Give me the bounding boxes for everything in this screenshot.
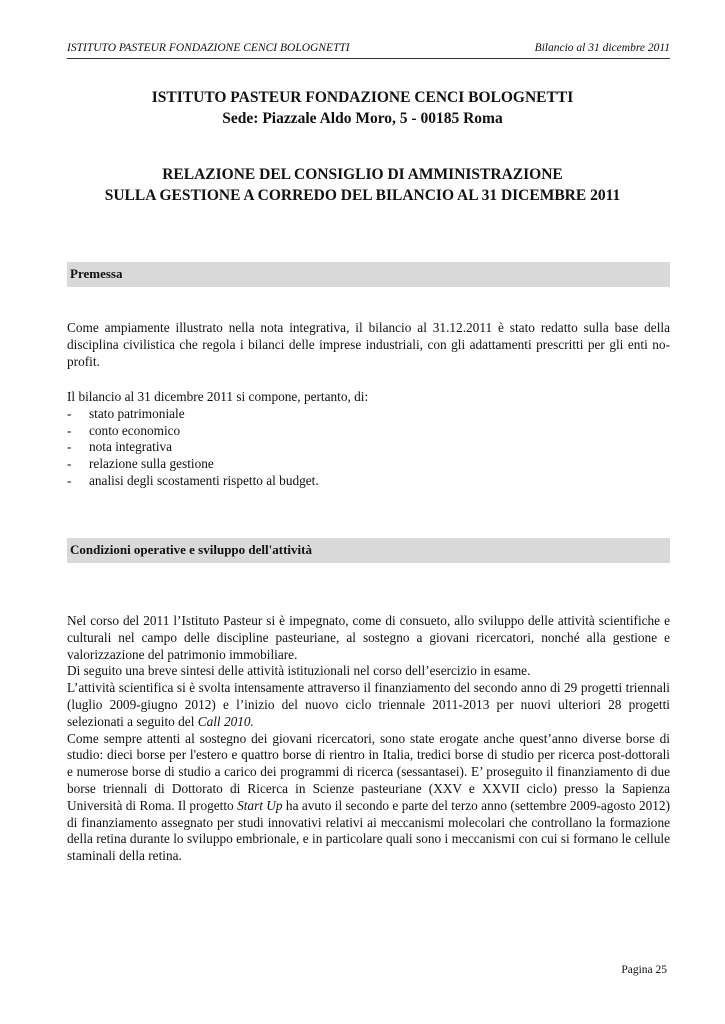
bilancio-components <box>67 389 670 490</box>
condizioni-paragraph-2: Di seguito una breve sintesi delle attività istituzionali nel corso dell’esercizio in esame. <box>67 663 531 679</box>
section-heading-premessa: Premessa <box>67 262 670 287</box>
page-number: Pagina 25 <box>621 964 667 976</box>
running-header <box>67 42 670 59</box>
condizioni-body <box>67 613 670 865</box>
header-right: Bilancio al 31 dicembre 2011 <box>534 42 670 54</box>
header-left: ISTITUTO PASTEUR FONDAZIONE CENCI BOLOGNETTI <box>67 42 350 54</box>
list-item: - stato patrimoniale <box>67 405 185 421</box>
condizioni-paragraph-4: Come sempre attenti al sostegno dei giovani ricercatori, sono state erogate anche quest’anno diverse borse di studio: dieci borse per l'estero e quattro borse di rientro in Italia, tredici borse di studio per ricerca post-dottorali e numerose borse di studio a carico dei programmi di ricerca (sessantasei). E’ proseguito il finanziamento di due borse triennali di Dottorato di Ricerca in Scienze pasteuriane (XXV e XXVII ciclo) presso la Sapienza Università di Roma. Il progetto Start Up ha avuto il secondo e parte del terzo anno (settembre 2009-agosto 2012) di finanziamento assegnato per studi innovativi relativi ai meccanismi molecolari che controllano la formazione della retina durante lo sviluppo embrionale, e in particolare quali sono i meccanismi con cui si formano le cellule staminali della retina. <box>67 730 671 864</box>
list-item: - conto economico <box>67 422 181 438</box>
list-item: - nota integrativa <box>67 439 173 455</box>
list-item: - analisi degli scostamenti rispetto al budget. <box>67 472 319 488</box>
premessa-paragraph <box>67 320 670 370</box>
premessa-text: Come ampiamente illustrato nella nota integrativa, il bilancio al 31.12.2011 è stato redatto sulla base della disciplina civilistica che regola i bilanci delle imprese industriali, con gli adattamenti prescritti per gli enti no-profit. <box>67 320 670 369</box>
section-heading-condizioni: Condizioni operative e sviluppo dell'attività <box>67 538 670 563</box>
report-title-line1: RELAZIONE DEL CONSIGLIO DI AMMINISTRAZIONE <box>162 166 563 183</box>
report-title-line2: SULLA GESTIONE A CORREDO DEL BILANCIO AL 31 DICEMBRE 2011 <box>104 187 621 204</box>
condizioni-paragraph-3: L’attività scientifica si è svolta intensamente attraverso il finanziamento del secondo anno di 29 progetti triennali (luglio 2009-giugno 2012) e l’inizio del nuovo ciclo triennale 2011-2013 per nuovi ulteriori 28 progetti selezionati a seguito del Call 2010. <box>67 680 670 729</box>
list-item: - relazione sulla gestione <box>67 456 214 472</box>
report-title <box>40 164 685 206</box>
condizioni-paragraph-1: Nel corso del 2011 l’Istituto Pasteur si è impegnato, come di consueto, allo sviluppo delle attività scientifiche e culturali nel campo delle discipline pasteuriane, al sostegno a giovani ricercatori, nonché alla gestione e valorizzazione del patrimonio immobiliare. <box>67 613 670 662</box>
components-intro: Il bilancio al 31 dicembre 2011 si compone, pertanto, di: <box>67 389 369 404</box>
institution-address: Sede: Piazzale Aldo Moro, 5 - 00185 Roma <box>222 110 503 127</box>
institution-title <box>40 87 685 129</box>
institution-name: ISTITUTO PASTEUR FONDAZIONE CENCI BOLOGNETTI <box>151 89 574 106</box>
